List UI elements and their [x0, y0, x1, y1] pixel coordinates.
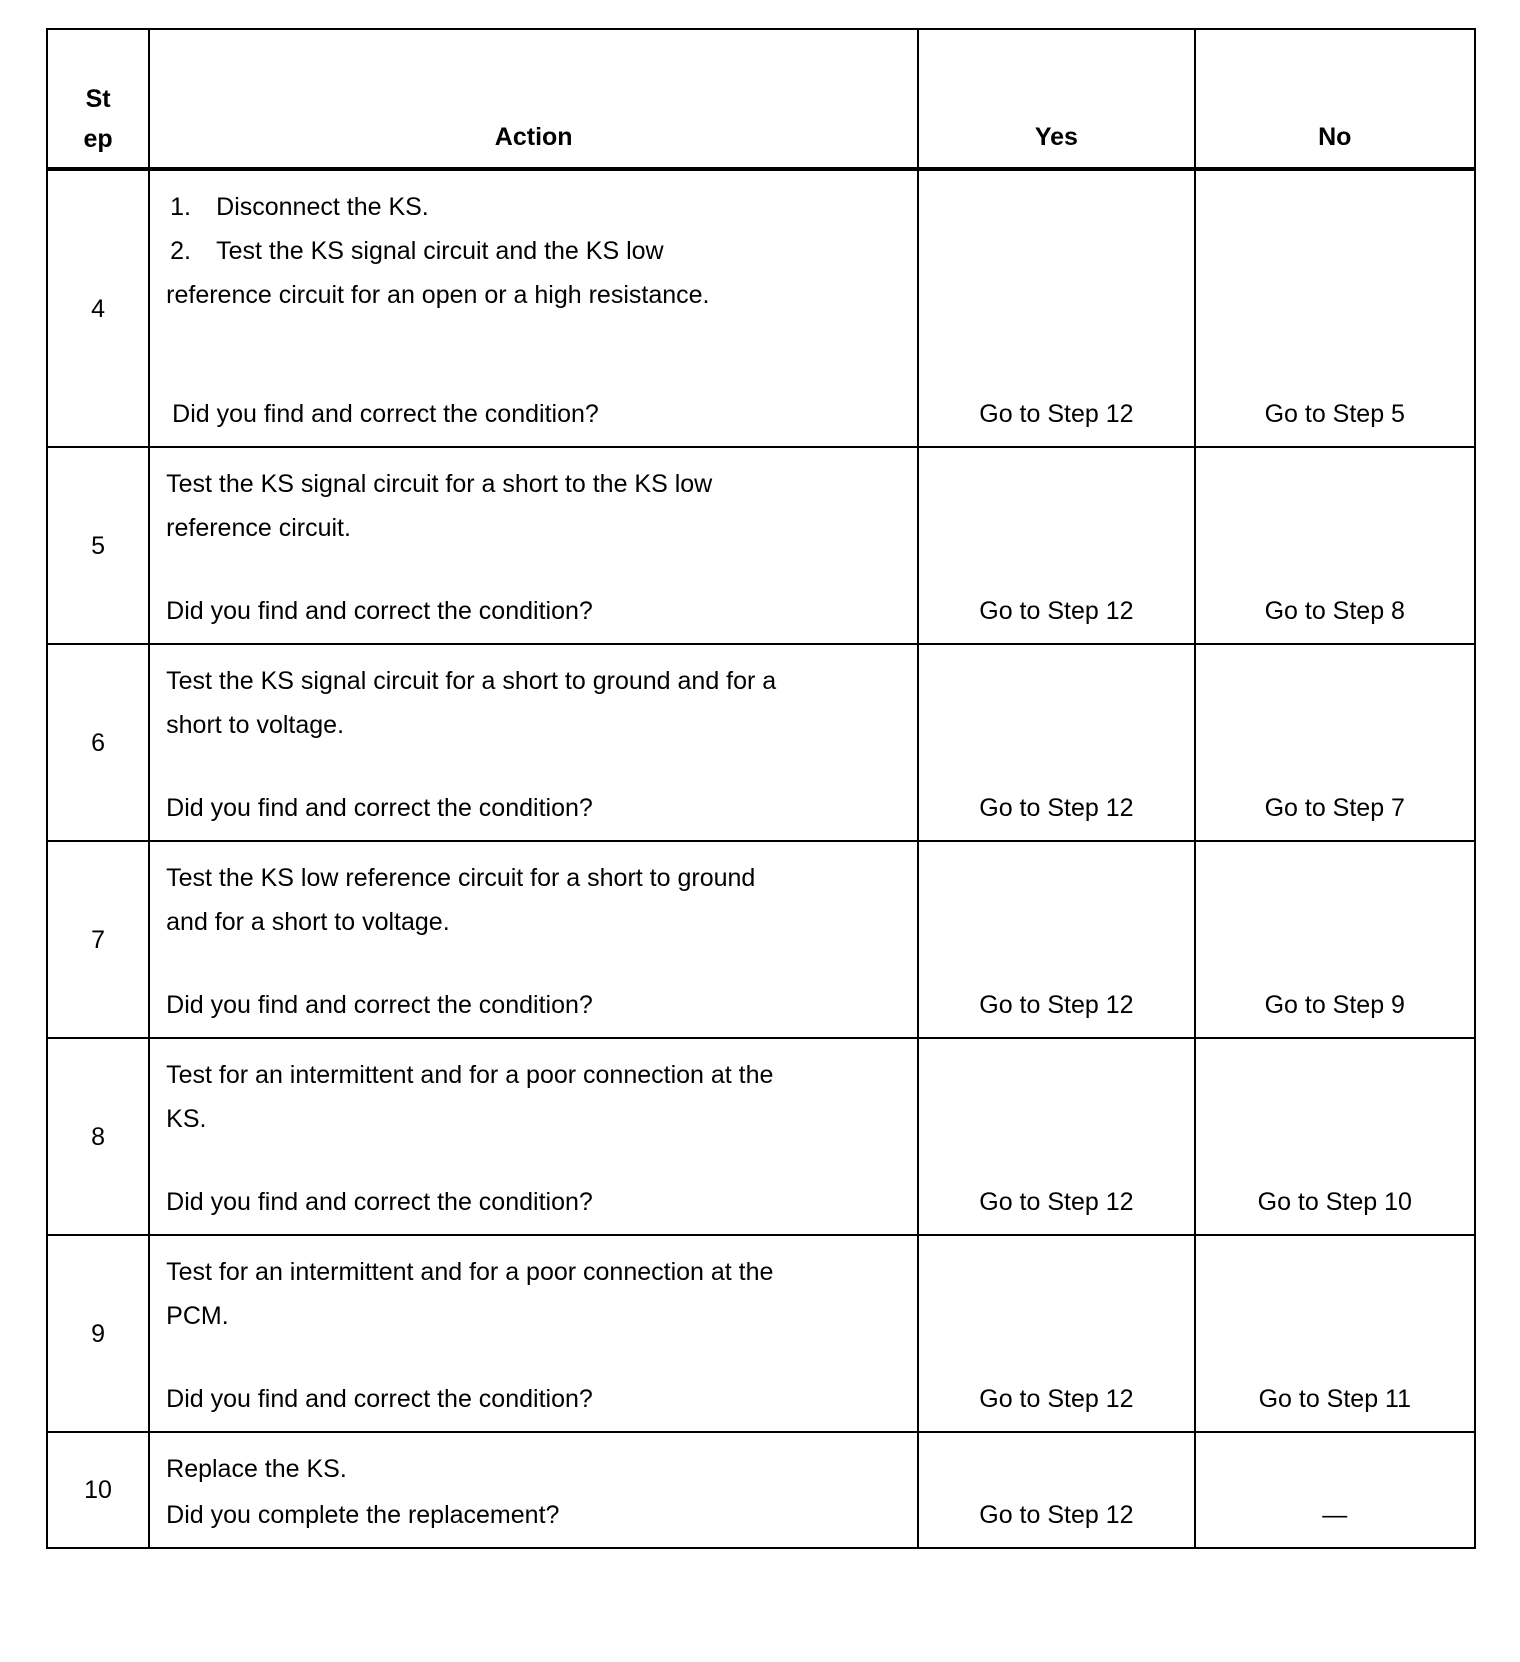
action-text-line: and for a short to voltage.: [166, 908, 450, 936]
action-text-line: Replace the KS.: [166, 1455, 347, 1483]
header-step-line1: St: [85, 85, 111, 113]
table-row: [47, 447, 1475, 644]
table-row: [47, 644, 1475, 841]
yes-result: Go to Step 12: [918, 447, 1194, 644]
action-question: Did you find and correct the condition?: [166, 597, 593, 625]
step-number: 9: [47, 1235, 149, 1432]
step-number: 10: [47, 1432, 149, 1548]
step-number: 8: [47, 1038, 149, 1235]
list-item-text: Disconnect the KS.: [216, 193, 429, 221]
yes-result: Go to Step 12: [918, 1235, 1194, 1432]
header-step: [47, 29, 149, 169]
action-cell: [149, 1235, 918, 1432]
action-text-line: reference circuit.: [166, 514, 351, 542]
yes-result: Go to Step 12: [918, 644, 1194, 841]
no-result: Go to Step 5: [1195, 169, 1475, 447]
yes-result: Go to Step 12: [918, 169, 1194, 447]
table-row: [47, 169, 1475, 447]
header-action: Action: [149, 29, 918, 169]
no-result: Go to Step 7: [1195, 644, 1475, 841]
action-text-line: Test for an intermittent and for a poor connection at the: [166, 1258, 774, 1286]
no-result: Go to Step 8: [1195, 447, 1475, 644]
action-cell: [149, 1432, 918, 1548]
action-text-line: Test the KS signal circuit for a short to ground and for a: [166, 667, 777, 695]
action-cell: [149, 169, 918, 447]
header-row: [47, 29, 1475, 169]
step-number: 5: [47, 447, 149, 644]
no-result: Go to Step 11: [1195, 1235, 1475, 1432]
action-cell: [149, 1038, 918, 1235]
action-question: Did you find and correct the condition?: [172, 400, 599, 428]
table-row: [47, 841, 1475, 1038]
list-item-text: Test the KS signal circuit and the KS low: [216, 237, 664, 265]
action-cell: [149, 841, 918, 1038]
no-result: —: [1195, 1432, 1475, 1548]
header-yes: Yes: [918, 29, 1194, 169]
header-no: No: [1195, 29, 1475, 169]
action-cell: [149, 447, 918, 644]
action-question: Did you find and correct the condition?: [166, 1188, 593, 1216]
yes-result: Go to Step 12: [918, 841, 1194, 1038]
action-question: Did you find and correct the condition?: [166, 991, 593, 1019]
step-number: 6: [47, 644, 149, 841]
no-result: Go to Step 9: [1195, 841, 1475, 1038]
action-question: Did you find and correct the condition?: [166, 794, 593, 822]
action-text-line: KS.: [166, 1105, 207, 1133]
table-row: [47, 1432, 1475, 1548]
action-text-line: Test for an intermittent and for a poor connection at the: [166, 1061, 774, 1089]
list-item-number: 1.: [170, 193, 191, 221]
action-text-line: PCM.: [166, 1302, 229, 1330]
no-result: Go to Step 10: [1195, 1038, 1475, 1235]
action-question: Did you complete the replacement?: [166, 1501, 560, 1529]
yes-result: Go to Step 12: [918, 1432, 1194, 1548]
action-cell: [149, 644, 918, 841]
list-item: [166, 229, 901, 273]
diagnostic-steps-table: [46, 28, 1476, 1549]
action-question: Did you find and correct the condition?: [166, 1385, 593, 1413]
action-text-line: Test the KS low reference circuit for a short to ground: [166, 864, 756, 892]
table-row: [47, 1235, 1475, 1432]
action-text-line: Test the KS signal circuit for a short to the KS low: [166, 470, 713, 498]
step-number: 7: [47, 841, 149, 1038]
list-item-number: 2.: [170, 237, 191, 265]
action-list: [166, 185, 901, 273]
yes-result: Go to Step 12: [918, 1038, 1194, 1235]
list-item: [166, 185, 901, 229]
action-text-line: short to voltage.: [166, 711, 345, 739]
table-row: [47, 1038, 1475, 1235]
action-continuation: reference circuit for an open or a high resistance.: [166, 281, 710, 309]
step-number: 4: [47, 169, 149, 447]
header-step-line2: ep: [83, 125, 113, 153]
